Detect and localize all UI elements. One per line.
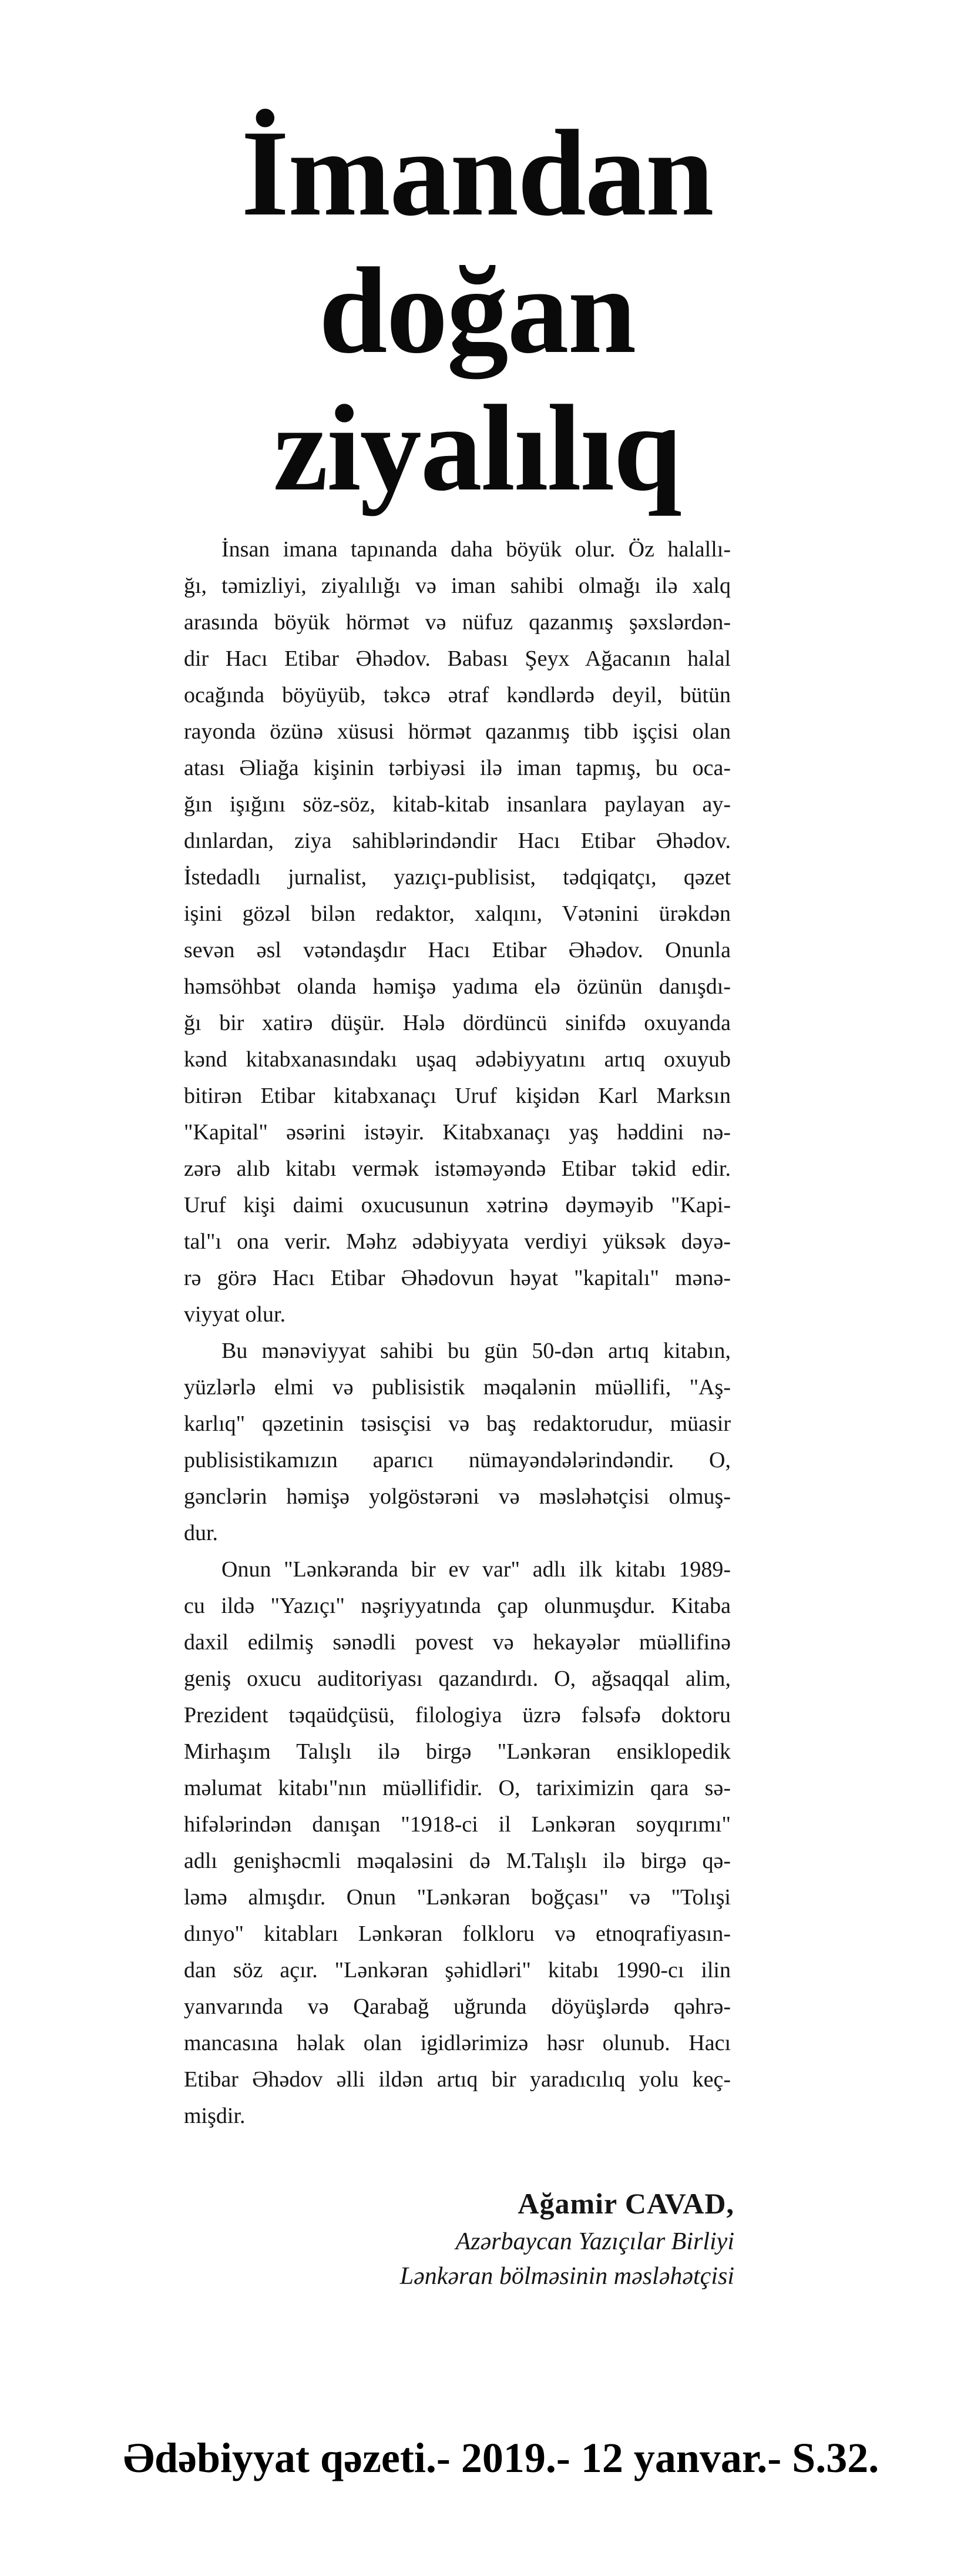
paragraph-line: İstedadlı jurnalist, yazıçı-publisist, tədqiqatçı, qəzet (184, 865, 731, 890)
paragraph-line: ğın işığını söz-söz, kitab-kitab insanlara paylayan ay- (184, 792, 731, 817)
paragraph-line: Uruf kişi daimi oxucusunun xətrinə dəyməyib "Kapi- (184, 1193, 731, 1217)
paragraph-line: dur. (184, 1521, 219, 1545)
paragraph-line: ğı bir xatirə düşür. Hələ dördüncü sinifdə oxuyanda (184, 1011, 731, 1035)
paragraph-line: işini gözəl bilən redaktor, xalqını, Vətənini ürəkdən (184, 901, 731, 926)
paragraph-line: publisistikamızın aparıcı nümayəndələrindəndir. O, (184, 1448, 731, 1473)
paragraph-line: dınyo" kitabları Lənkəran folkloru və etnoqrafiyasın- (184, 1921, 731, 1946)
paragraph-line: ğı, təmizliyi, ziyalılığı və iman sahibi olmağı ilə xalq (184, 573, 731, 598)
paragraph-line: dan söz açır. "Lənkəran şəhidləri" kitabı 1990-cı ilin (184, 1958, 731, 1983)
author-name: Ağamir CAVAD, (518, 2187, 734, 2220)
paragraph-line: ocağında böyüyüb, təkcə ətraf kəndlərdə deyil, bütün (184, 683, 731, 707)
paragraph-line: İnsan imana tapınanda daha böyük olur. Öz halallı- (221, 537, 731, 562)
signature-block (400, 2186, 734, 2294)
paragraph-line: tal"ı ona verir. Məhz ədəbiyyata verdiyi yüksək dəyə- (184, 1229, 731, 1254)
article-title (0, 105, 954, 517)
paragraph-line: Bu mənəviyyat sahibi bu gün 50-dən artıq kitabın, (221, 1339, 731, 1363)
paragraph-line: yanvarında və Qarabağ uğrunda döyüşlərdə qəhrə- (184, 1994, 731, 2019)
title-line: doğan (318, 243, 636, 379)
paragraph-line: atası Əliağa kişinin tərbiyəsi ilə iman tapmış, bu oca- (184, 756, 731, 780)
paragraph-line: yüzlərlə elmi və publisistik məqalənin müəllifi, "Aş- (184, 1375, 731, 1400)
paragraph-line: arasında böyük hörmət və nüfuz qazanmış şəxslərdən- (184, 610, 731, 635)
title-line: İmandan (241, 105, 713, 242)
paragraph-line: karlıq" qəzetinin təsisçisi və baş redaktorudur, müasir (184, 1411, 731, 1436)
paragraph-line: Etibar Əhədov əlli ildən artıq bir yaradıcılıq yolu keç- (184, 2067, 731, 2092)
paragraph-line: sevən əsl vətəndaşdır Hacı Etibar Əhədov. Onunla (184, 938, 731, 962)
paragraph-line: rə görə Hacı Etibar Əhədovun həyat "kapitalı" mənə- (184, 1266, 731, 1290)
paragraph-line: bitirən Etibar kitabxanaçı Uruf kişidən Karl Marksın (184, 1084, 731, 1108)
paragraph-line: mişdir. (184, 2104, 246, 2128)
paragraph-line: mancasına həlak olan igidlərimizə həsr olunub. Hacı (184, 2031, 731, 2055)
source-citation: Ədəbiyyat qəzeti.- 2019.- 12 yanvar.- S.32. (123, 2434, 879, 2481)
paragraph-line: "Kapital" əsərini istəyir. Kitabxanaçı yaş həddini nə- (184, 1120, 731, 1145)
paragraph-line: geniş oxucu auditoriyası qazandırdı. O, ağsaqqal alim, (184, 1666, 731, 1691)
paragraph-line: daxil edilmiş sənədli povest və hekayələr müəllifinə (184, 1630, 731, 1655)
article-body (184, 531, 731, 2134)
paragraph-line: gənclərin həmişə yolgöstərəni və məsləhətçisi olmuş- (184, 1484, 731, 1509)
paragraph-line: adlı genişhəcmli məqaləsini də M.Talışlı ilə birgə qə- (184, 1849, 731, 1873)
title-line: ziyalılıq (273, 380, 681, 516)
paragraph-line: dir Hacı Etibar Əhədov. Babası Şeyx Ağacanın halal (184, 646, 731, 671)
paragraph-line: ləmə almışdır. Onun "Lənkəran boğçası" və "Tolışi (184, 1885, 731, 1910)
paragraph-line: dınlardan, ziya sahiblərindəndir Hacı Etibar Əhədov. (184, 829, 731, 853)
author-role-organization: Azərbaycan Yazıçılar Birliyi (455, 2228, 734, 2255)
paragraph-line: həmsöhbət olanda həmişə yadıma elə özünün danışdı- (184, 974, 731, 999)
paragraph (184, 1551, 731, 2134)
author-role-position: Lənkəran bölməsinin məsləhətçisi (399, 2263, 734, 2290)
paragraph-line: məlumat kitabı"nın müəllifidir. O, tariximizin qara sə- (184, 1776, 731, 1800)
paragraph-line: rayonda özünə xüsusi hörmət qazanmış tibb işçisi olan (184, 719, 731, 744)
paragraph (184, 531, 731, 1333)
paragraph (184, 1333, 731, 1551)
paragraph-line: kənd kitabxanasındakı uşaq ədəbiyyatını artıq oxuyub (184, 1047, 731, 1072)
paragraph-line: hifələrindən danışan "1918-ci il Lənkəran soyqırımı" (184, 1812, 731, 1837)
paragraph-line: viyyat olur. (184, 1302, 286, 1327)
paragraph-line: Onun "Lənkəranda bir ev var" adlı ilk kitabı 1989- (221, 1557, 731, 1582)
paragraph-line: Mirhaşım Talışlı ilə birgə "Lənkəran ensiklopedik (184, 1739, 731, 1764)
paragraph-line: zərə alıb kitabı vermək istəməyəndə Etibar təkid edir. (184, 1156, 731, 1181)
paragraph-line: cu ildə "Yazıçı" nəşriyyatında çap olunmuşdur. Kitaba (184, 1594, 731, 1618)
paragraph-line: Prezident təqaüdçüsü, filologiya üzrə fəlsəfə doktoru (184, 1703, 731, 1728)
